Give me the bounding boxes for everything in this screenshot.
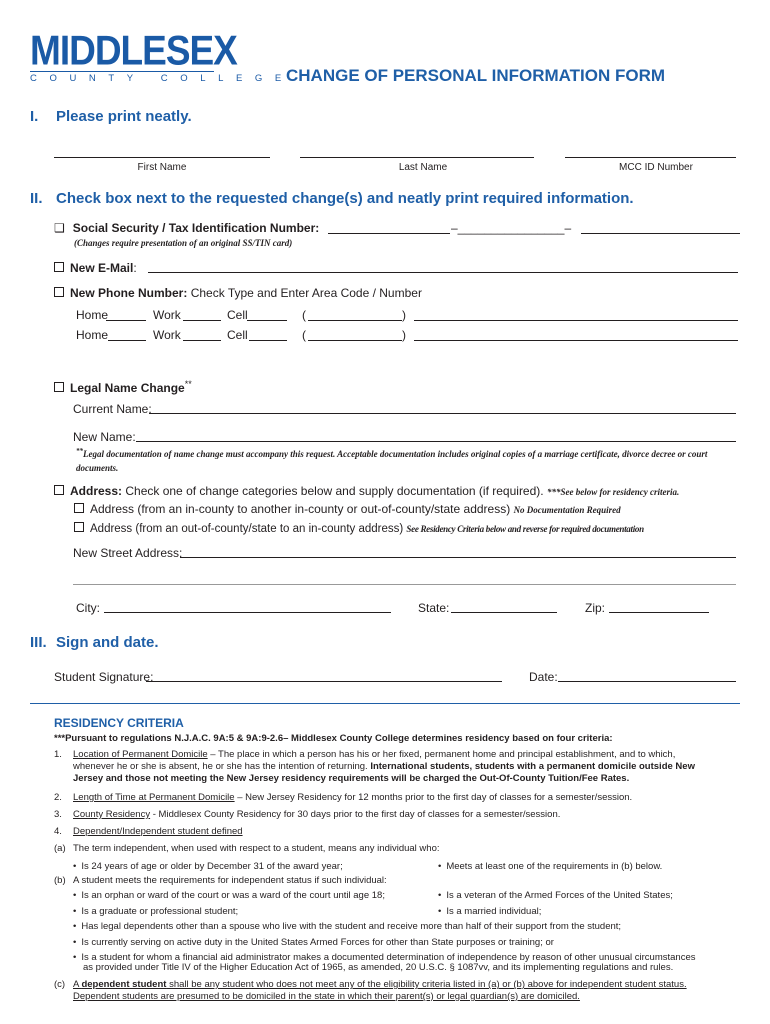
b-bullet-5: • Has legal dependents other than a spouse who live with the student and receive more than half of their support from the student; bbox=[73, 921, 621, 932]
phone-instruction: Check Type and Enter Area Code / Number bbox=[190, 286, 422, 300]
item-2-title: Length of Time at Permanent Domicile bbox=[73, 792, 235, 803]
street-address-field-2[interactable] bbox=[73, 584, 736, 585]
zip-field[interactable] bbox=[609, 612, 709, 613]
first-name-field[interactable] bbox=[54, 157, 270, 158]
item-2-number: 2. bbox=[54, 792, 62, 803]
phone1-cell-field[interactable] bbox=[247, 320, 287, 321]
zip-label: Zip: bbox=[585, 601, 606, 615]
signature-label: Student Signature: bbox=[54, 670, 154, 684]
phone1-paren-close: ) bbox=[402, 308, 406, 322]
phone-label: New Phone Number: bbox=[70, 286, 188, 300]
form-title: CHANGE OF PERSONAL INFORMATION FORM bbox=[286, 66, 666, 85]
phone1-work-label: Work bbox=[153, 308, 181, 322]
address-option-2 bbox=[74, 522, 644, 535]
item-1-text: – The place in which a person has his or her fixed, permanent home and principal establishment, and to which, bbox=[207, 749, 676, 760]
b-bullet-4: • Is a married individual; bbox=[438, 906, 541, 917]
state-label: State: bbox=[418, 601, 450, 615]
section-3-title: Sign and date. bbox=[56, 634, 159, 651]
current-name-label: Current Name: bbox=[73, 402, 152, 416]
new-name-label: New Name: bbox=[73, 430, 136, 444]
c-pre: A bbox=[73, 979, 82, 990]
state-field[interactable] bbox=[451, 612, 557, 613]
address-checkbox[interactable] bbox=[54, 485, 64, 495]
a-bullet-2: • Meets at least one of the requirements in (b) below. bbox=[438, 861, 662, 872]
college-logo bbox=[30, 27, 294, 88]
mcc-id-field[interactable] bbox=[565, 157, 736, 158]
last-name-field[interactable] bbox=[300, 157, 534, 158]
residency-intro: ***Pursuant to regulations N.J.A.C. 9A:5 & 9A:9-2.6– Middlesex County College determines residency based on four criteria: bbox=[54, 733, 613, 744]
item-1-line2b: International students, students with a permanent domicile outside New bbox=[370, 761, 695, 772]
b-bullet-2: • Is a veteran of the Armed Forces of the United States; bbox=[438, 890, 673, 901]
item-3-text: - Middlesex County Residency for 30 days prior to the first day of classes for a semester/session. bbox=[150, 809, 561, 820]
legal-name-mark: ** bbox=[184, 379, 192, 389]
a-bullet-1: • Is 24 years of age or older by December 31 of the award year; bbox=[73, 861, 343, 872]
phone1-home-field[interactable] bbox=[106, 320, 146, 321]
logo-sub: COUNTY COLLEGE bbox=[30, 73, 294, 84]
legal-name-label: Legal Name Change bbox=[70, 381, 185, 395]
section-2-heading bbox=[30, 190, 634, 207]
legal-name-checkbox[interactable] bbox=[54, 382, 64, 392]
phone1-home-label: Home bbox=[76, 308, 109, 322]
address-option-1-label: Address (from an in-county to another in-county or out-of-county/state address) bbox=[90, 502, 511, 516]
section-3-heading bbox=[30, 634, 159, 651]
address-option-1-checkbox[interactable] bbox=[74, 503, 84, 513]
phone1-work-field[interactable] bbox=[183, 320, 221, 321]
email-label: New E-Mail bbox=[70, 261, 134, 275]
phone2-paren-close: ) bbox=[402, 328, 406, 342]
item-1-line3: Jersey and those not meeting the New Jersey residency requirements will be charged the Out-Of-County Tuition/Fee Rates. bbox=[73, 773, 630, 784]
b-bullet-7-line1: • Is a student for whom a financial aid administrator makes a documented determination of independence by reason of other unusual circumstances bbox=[73, 953, 695, 963]
section-1-number: I. bbox=[30, 108, 39, 125]
address-option-2-checkbox[interactable] bbox=[74, 522, 84, 532]
new-name-field[interactable] bbox=[136, 441, 736, 442]
email-checkbox[interactable] bbox=[54, 262, 64, 272]
phone1-number-field[interactable] bbox=[414, 320, 738, 321]
b-bullet-1: • Is an orphan or ward of the court or was a ward of the court until age 18; bbox=[73, 890, 385, 901]
item-1-number: 1. bbox=[54, 749, 62, 760]
legal-note-mark: ** bbox=[76, 447, 83, 455]
section-1-heading bbox=[30, 108, 192, 125]
address-option-2-note: See Residency Criteria below and reverse for required documentation bbox=[406, 524, 644, 534]
address-instruction: Check one of change categories below and supply documentation (if required). bbox=[125, 484, 544, 498]
ssn-field-3[interactable] bbox=[581, 233, 740, 234]
b-text: A student meets the requirements for independent status if such individual: bbox=[73, 875, 387, 886]
address-option-1 bbox=[74, 502, 621, 516]
section-2-title: Check box next to the requested change(s) and neatly print required information. bbox=[56, 190, 634, 207]
current-name-field[interactable] bbox=[149, 413, 736, 414]
c-label: (c) bbox=[54, 979, 66, 990]
residency-item-2 bbox=[54, 792, 744, 803]
logo-rule bbox=[30, 71, 214, 72]
city-label: City: bbox=[76, 601, 100, 615]
phone2-home-field[interactable] bbox=[108, 340, 146, 341]
phone2-work-field[interactable] bbox=[183, 340, 221, 341]
residency-c bbox=[54, 979, 744, 1003]
section-divider bbox=[30, 703, 740, 704]
phone2-paren-open: ( bbox=[302, 328, 306, 342]
residency-heading: RESIDENCY CRITERIA bbox=[54, 716, 184, 730]
mcc-id-label: MCC ID Number bbox=[619, 162, 693, 173]
item-3-title: County Residency bbox=[73, 809, 151, 820]
street-address-field[interactable] bbox=[180, 557, 736, 558]
address-option-1-note: No Documentation Required bbox=[513, 505, 621, 515]
legal-name-row bbox=[54, 379, 192, 395]
item-2-text: – New Jersey Residency for 12 months prior to the first day of classes for a semester/session. bbox=[234, 792, 633, 803]
ssn-row bbox=[54, 221, 319, 235]
address-row bbox=[54, 484, 679, 498]
phone2-area-field[interactable] bbox=[308, 340, 402, 341]
c-text: shall be any student who does not meet any of the eligibility criteria listed in (a) or (b) above for independent student status. bbox=[166, 979, 687, 990]
ssn-checkbox[interactable]: ❑ bbox=[54, 221, 65, 235]
ssn-label: Social Security / Tax Identification Number: bbox=[72, 221, 320, 235]
b-bullet-7-line2: as provided under Title IV of the Higher Education Act of 1965, as amended, 20 U.S.C. § 1087vv, and its implementing regulations and rules. bbox=[83, 962, 674, 973]
phone2-home-label: Home bbox=[76, 328, 109, 342]
phone2-cell-field[interactable] bbox=[249, 340, 287, 341]
logo-name: MIDDLESEX bbox=[30, 27, 237, 74]
c-bold: dependent student bbox=[81, 979, 167, 990]
phone2-work-label: Work bbox=[153, 328, 181, 342]
city-field[interactable] bbox=[104, 612, 391, 613]
street-address-label: New Street Address: bbox=[73, 546, 183, 560]
ssn-field-2[interactable]: –________________– bbox=[451, 221, 572, 235]
signature-field[interactable] bbox=[146, 681, 502, 682]
phone-row bbox=[54, 286, 422, 300]
residency-b bbox=[54, 875, 744, 886]
residency-item-1 bbox=[54, 749, 744, 785]
item-4-number: 4. bbox=[54, 826, 62, 837]
phone2-cell-label: Cell bbox=[227, 328, 248, 342]
a-label: (a) bbox=[54, 843, 66, 854]
item-4-title: Dependent/Independent student defined bbox=[73, 826, 243, 837]
residency-item-3 bbox=[54, 809, 744, 820]
first-name-label: First Name bbox=[137, 162, 187, 173]
address-label: Address: bbox=[70, 484, 123, 498]
email-row bbox=[54, 261, 137, 275]
section-1-title: Please print neatly. bbox=[56, 108, 192, 125]
phone2-number-field[interactable] bbox=[414, 340, 738, 341]
ssn-field-1[interactable] bbox=[328, 233, 450, 234]
address-see-note: ***See below for residency criteria. bbox=[546, 487, 680, 497]
last-name-label: Last Name bbox=[398, 162, 448, 173]
date-label: Date: bbox=[529, 670, 558, 684]
b-bullet-7 bbox=[73, 953, 695, 973]
phone1-area-field[interactable] bbox=[308, 320, 402, 321]
email-colon: : bbox=[133, 261, 137, 275]
legal-note bbox=[76, 444, 736, 475]
legal-note-text: Legal documentation of name change must accompany this request. Acceptable documentation includes original copies of a marriage certificate, divorce decree or court documents. bbox=[76, 449, 708, 473]
date-field[interactable] bbox=[558, 681, 736, 682]
b-bullet-6: • Is currently serving on active duty in the United States Armed Forces for other than State purposes or training; or bbox=[73, 937, 554, 948]
address-option-2-label: Address (from an out-of-county/state to an in-county address) bbox=[90, 523, 404, 535]
section-2-number: II. bbox=[30, 190, 43, 207]
email-field[interactable] bbox=[148, 272, 738, 273]
phone1-cell-label: Cell bbox=[227, 308, 248, 322]
b-bullet-3: • Is a graduate or professional student; bbox=[73, 906, 238, 917]
ssn-note: (Changes require presentation of an original SS/TIN card) bbox=[74, 238, 293, 248]
residency-item-4 bbox=[54, 826, 744, 837]
section-3-number: III. bbox=[30, 634, 47, 651]
c-line2: Dependent students are presumed to be domiciled in the state in which their parent(s) or legal guardian(s) are domiciled. bbox=[73, 991, 580, 1002]
phone-checkbox[interactable] bbox=[54, 287, 64, 297]
item-1-title: Location of Permanent Domicile bbox=[73, 749, 208, 760]
item-3-number: 3. bbox=[54, 809, 62, 820]
b-label: (b) bbox=[54, 875, 66, 886]
a-text: The term independent, when used with respect to a student, means any individual who: bbox=[73, 843, 440, 854]
residency-a bbox=[54, 843, 744, 854]
item-1-line2a: whenever he or she is absent, he or she has the intention of returning. bbox=[73, 761, 371, 772]
phone1-paren-open: ( bbox=[302, 308, 306, 322]
